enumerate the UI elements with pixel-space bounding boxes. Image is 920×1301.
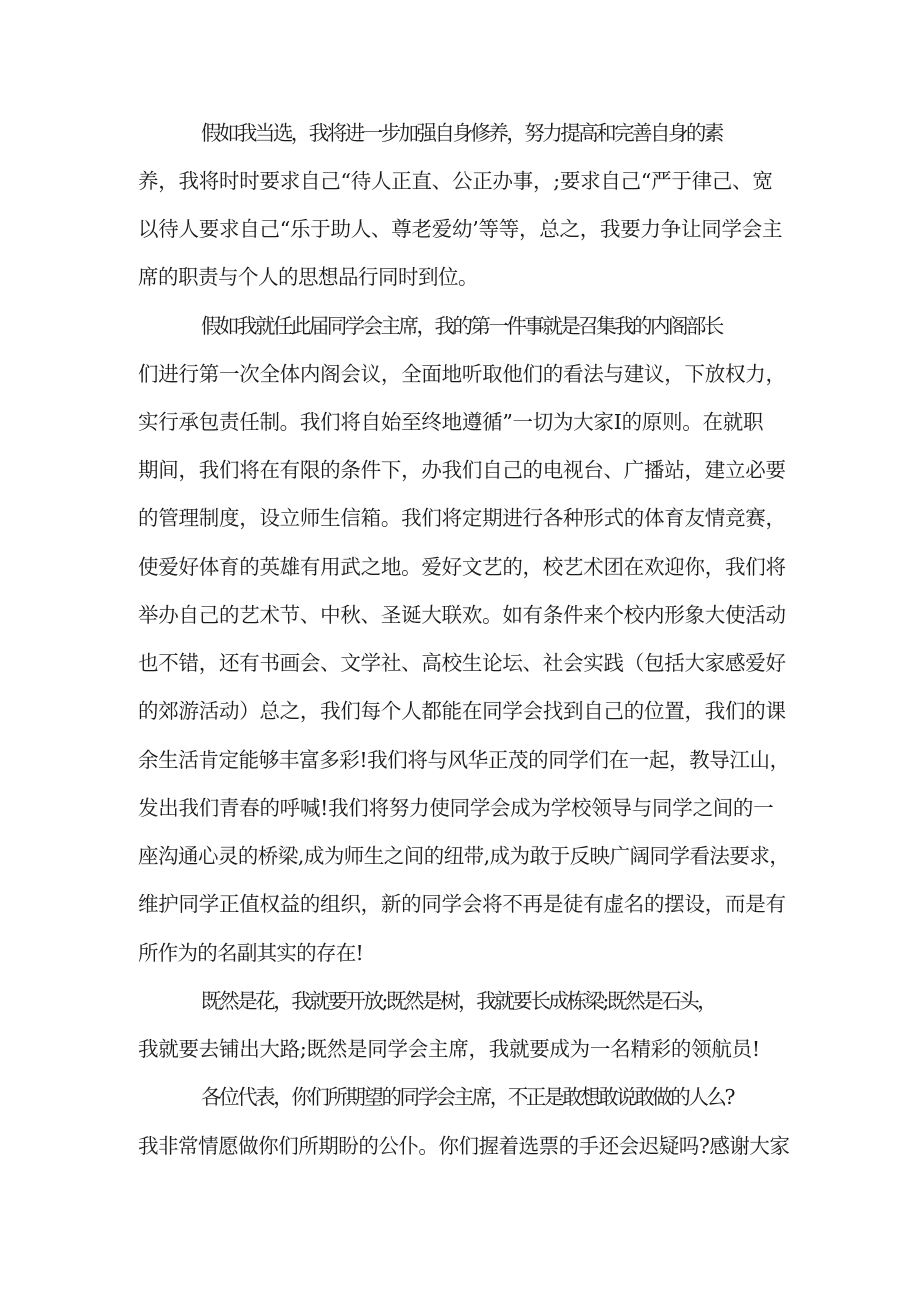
paragraph-2-line-6: 使爱好体育的英雄有用武之地。爱好文艺的，校艺术团在欢迎你，我们将: [138, 555, 786, 579]
paragraph-1-line-3: 以待人要求自己“乐于助人、尊老爱幼’等等，总之，我要力争让同学会主: [138, 217, 783, 241]
paragraph-2-line-5: 的管理制度，设立师生信箱。我们将定期进行各种形式的体育友情竞赛，: [138, 506, 786, 530]
paragraph-3-line-2: 我就要去铺出大路;既然是同学会主席，我就要成为一名精彩的领航员!: [138, 1037, 760, 1061]
paragraph-2-line-9: 的郊游活动）总之，我们每个人都能在同学会找到自己的位置，我们的课: [138, 699, 786, 723]
paragraph-2-line-14: 所作为的名副其实的存在!: [138, 941, 363, 965]
paragraph-4-line-1: 各位代表，你们所期望的同学会主席，不正是敢想敢说敢做的人么?: [201, 1085, 733, 1109]
paragraph-2-line-4: 期间，我们将在有限的条件下，办我们自己的电视台、广播站，建立必要: [138, 458, 786, 482]
paragraph-2-line-1: 假如我就任此届同学会主席，我的第一件事就是召集我的内阁部长: [201, 314, 722, 338]
paragraph-1-line-2: 养，我将时时要求自己“待人正直、公正办事，;要求自己“严于律己、宽: [138, 169, 773, 193]
paragraph-1-line-1: 假如我当选，我将进一步加强自身修养，努力提高和完善自身的素: [201, 121, 722, 145]
paragraph-2-line-13: 维护同学正值权益的组织，新的同学会将不再是徒有虚名的摆设，而是有: [138, 892, 786, 916]
paragraph-3-line-1: 既然是花，我就要开放;既然是树，我就要长成栋梁;既然是石头，: [201, 989, 716, 1013]
paragraph-2-line-2: 们进行第一次全体内阁会议，全面地听取他们的看法与建议，下放权力，: [138, 362, 786, 386]
paragraph-2-line-3: 实行承包责任制。我们将自始至终地遵循”一切为大家I的原则。在就职: [138, 410, 764, 434]
paragraph-2-line-11: 发出我们青春的呼喊!我们将努力使同学会成为学校领导与同学之间的一: [138, 796, 774, 820]
paragraph-4-line-2: 我非常情愿做你们所期盼的公仆。你们握着选票的手还会迟疑吗?感谢大家: [138, 1134, 790, 1158]
paragraph-2-line-7: 举办自己的艺术节、中秋、圣诞大联欢。如有条件来个校内形象大使活动: [138, 603, 786, 627]
paragraph-1-line-4: 席的职责与个人的思想品行同时到位。: [138, 265, 478, 289]
paragraph-2-line-8: 也不错，还有书画会、文学社、高校生论坛、社会实践（包括大家感爱好: [138, 651, 786, 675]
paragraph-2-line-10: 余生活肯定能够丰富多彩!我们将与风华正茂的同学们在一起，教导江山，: [138, 748, 790, 772]
paragraph-2-line-12: 座沟通心灵的桥梁,成为师生之间的纽带,成为敢于反映广阔同学看法要求，: [138, 844, 790, 868]
